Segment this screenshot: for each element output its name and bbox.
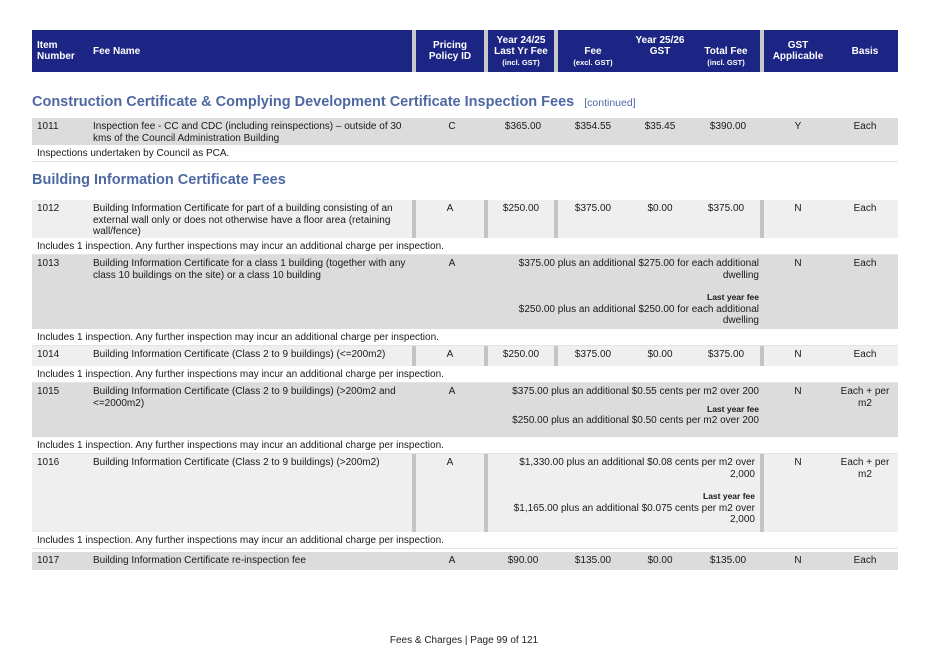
header-last-yr-fee <box>488 30 558 72</box>
header-total-fee <box>692 30 764 72</box>
table-row <box>32 454 898 532</box>
last-yr-fee: $250.00 <box>488 200 558 238</box>
gst-applicable: N <box>794 349 802 360</box>
item-number: 1014 <box>37 349 60 360</box>
fee-description: $375.00 plus an additional $275.00 for each additional dwelling <box>518 258 759 281</box>
fee-description: $375.00 plus an additional $0.55 cents per m2 over 200 <box>512 386 759 397</box>
table-row <box>32 118 898 145</box>
gst-amount: $35.45 <box>644 121 676 132</box>
section-title-bic <box>32 162 898 188</box>
gst-applicable: N <box>794 457 802 468</box>
gst-amount: $0.00 <box>647 349 673 360</box>
last-yr-fee: $365.00 <box>504 121 542 132</box>
pricing-policy: A <box>448 555 456 566</box>
header-pricing-policy: Pricing Policy ID <box>416 30 488 72</box>
last-year-fee-description: $250.00 plus an additional $0.50 cents per m2 over 200 <box>512 415 759 426</box>
pricing-policy: A <box>416 346 488 366</box>
row-note: Includes 1 inspection. Any further inspection may incur an additional charge per inspection. <box>32 329 898 346</box>
fee-excl-gst: $375.00 <box>574 349 612 360</box>
pricing-policy: A <box>448 386 456 397</box>
total-fee: $135.00 <box>709 555 747 566</box>
row-note: Inspections undertaken by Council as PCA. <box>32 145 898 162</box>
merged-fee-cell <box>488 383 764 437</box>
fee-name: Building Information Certificate (Class 2 to 9 buildings) (>200m2 and <=2000m2) <box>93 386 396 409</box>
fee-excl-gst: $354.55 <box>574 121 612 132</box>
table-header <box>32 30 898 72</box>
basis: Each + per m2 <box>840 386 890 409</box>
header-excl-gst: (excl. GST) <box>573 58 613 67</box>
item-number: 1013 <box>37 258 60 269</box>
header-last-yr-label: Last Yr Fee <box>494 46 548 57</box>
last-year-fee-description: $1,165.00 plus an additional $0.075 cents per m2 over 2,000 <box>513 502 755 525</box>
fee-name: Building Information Certificate for part of a building consisting of an external wall only or does not otherwise have a floor area (retaining wall/fence) <box>88 200 416 238</box>
merged-fee-cell <box>488 454 764 532</box>
last-year-fee-label: Last year fee <box>703 491 755 501</box>
fee-name: Building Information Certificate (Class 2 to 9 buildings) (<=200m2) <box>88 346 416 366</box>
item-number: 1011 <box>37 121 59 132</box>
header-fee-name: Fee Name <box>88 30 416 72</box>
header-fee-label: Fee <box>584 46 602 57</box>
last-year-fee-label: Last year fee <box>707 403 759 414</box>
row-note: Includes 1 inspection. Any further inspections may incur an additional charge per inspection. <box>32 366 898 383</box>
table-row <box>32 346 898 366</box>
gst-applicable: N <box>794 555 802 566</box>
page-footer: Fees & Charges | Page 99 of 121 <box>389 635 539 646</box>
continued-label: [continued] <box>584 97 636 109</box>
row-note: Includes 1 inspection. Any further inspections may incur an additional charge per inspection. <box>32 238 898 255</box>
header-year-curr: Year 25/26 <box>635 35 685 46</box>
gst-applicable: N <box>794 203 802 214</box>
fee-excl-gst: $375.00 <box>574 203 612 214</box>
section-title-text: Building Information Certificate Fees <box>32 172 286 188</box>
basis: Each <box>853 349 877 360</box>
header-gst-label: GST <box>649 46 671 57</box>
section-title-cc-cdc <box>32 72 898 110</box>
gst-applicable: N <box>794 386 802 397</box>
item-number: 1012 <box>37 203 60 214</box>
item-number: 1015 <box>37 386 60 397</box>
table-row <box>32 255 898 329</box>
total-fee: $375.00 <box>692 200 764 238</box>
gst-applicable: Y <box>794 121 802 132</box>
total-fee: $390.00 <box>709 121 747 132</box>
table-row <box>32 200 898 238</box>
last-yr-fee: $90.00 <box>507 555 539 566</box>
item-number: 1016 <box>37 457 60 468</box>
header-fee <box>558 30 628 72</box>
header-year-prev: Year 24/25 <box>496 35 546 46</box>
basis: Each <box>853 258 877 269</box>
header-total-incl: (incl. GST) <box>707 58 745 67</box>
row-note: Includes 1 inspection. Any further inspections may incur an additional charge per inspection. <box>32 437 898 454</box>
basis: Each <box>853 203 877 214</box>
section-title-text: Construction Certificate & Complying Development Certificate Inspection Fees <box>32 94 575 110</box>
pricing-policy: A <box>416 200 488 238</box>
fee-name: Inspection fee - CC and CDC (including reinspections) – outside of 30 kms of the Council Administration Building <box>93 121 402 144</box>
last-year-fee-description: $250.00 plus an additional $250.00 for each additional dwelling <box>518 303 759 326</box>
basis: Each <box>853 555 877 566</box>
gst-amount: $0.00 <box>647 203 673 214</box>
fee-description: $1,330.00 plus an additional $0.08 cents per m2 over 2,000 <box>519 457 755 480</box>
header-basis: Basis <box>851 45 879 57</box>
header-gst-applicable: GST Applicable <box>772 40 824 62</box>
gst-amount: $0.00 <box>647 555 673 566</box>
table-row <box>32 552 898 570</box>
fee-name: Building Information Certificate re-inspection fee <box>93 555 306 566</box>
last-year-fee-label: Last year fee <box>707 292 759 302</box>
header-incl-gst: (incl. GST) <box>502 58 540 67</box>
header-item-number: Item Number <box>37 40 75 62</box>
pricing-policy: A <box>416 454 488 532</box>
row-note: Includes 1 inspection. Any further inspections may incur an additional charge per inspection. <box>32 532 898 549</box>
fee-excl-gst: $135.00 <box>574 555 612 566</box>
basis: Each + per m2 <box>840 457 890 480</box>
basis: Each <box>853 121 877 132</box>
item-number: 1017 <box>37 555 60 566</box>
pricing-policy: C <box>448 121 456 132</box>
fees-table <box>32 30 898 570</box>
total-fee: $375.00 <box>692 346 764 366</box>
fee-name: Building Information Certificate (Class 2 to 9 buildings) (>200m2) <box>88 454 416 532</box>
table-row <box>32 383 898 437</box>
last-yr-fee: $250.00 <box>488 346 558 366</box>
gst-applicable: N <box>794 258 802 269</box>
fee-name: Building Information Certificate for a class 1 building (together with any class 10 buildings on the site) or a class 10 building <box>93 258 406 281</box>
header-gst <box>628 30 692 72</box>
header-total-label: Total Fee <box>704 46 748 57</box>
merged-fee-cell <box>488 255 764 329</box>
pricing-policy: A <box>448 258 456 269</box>
